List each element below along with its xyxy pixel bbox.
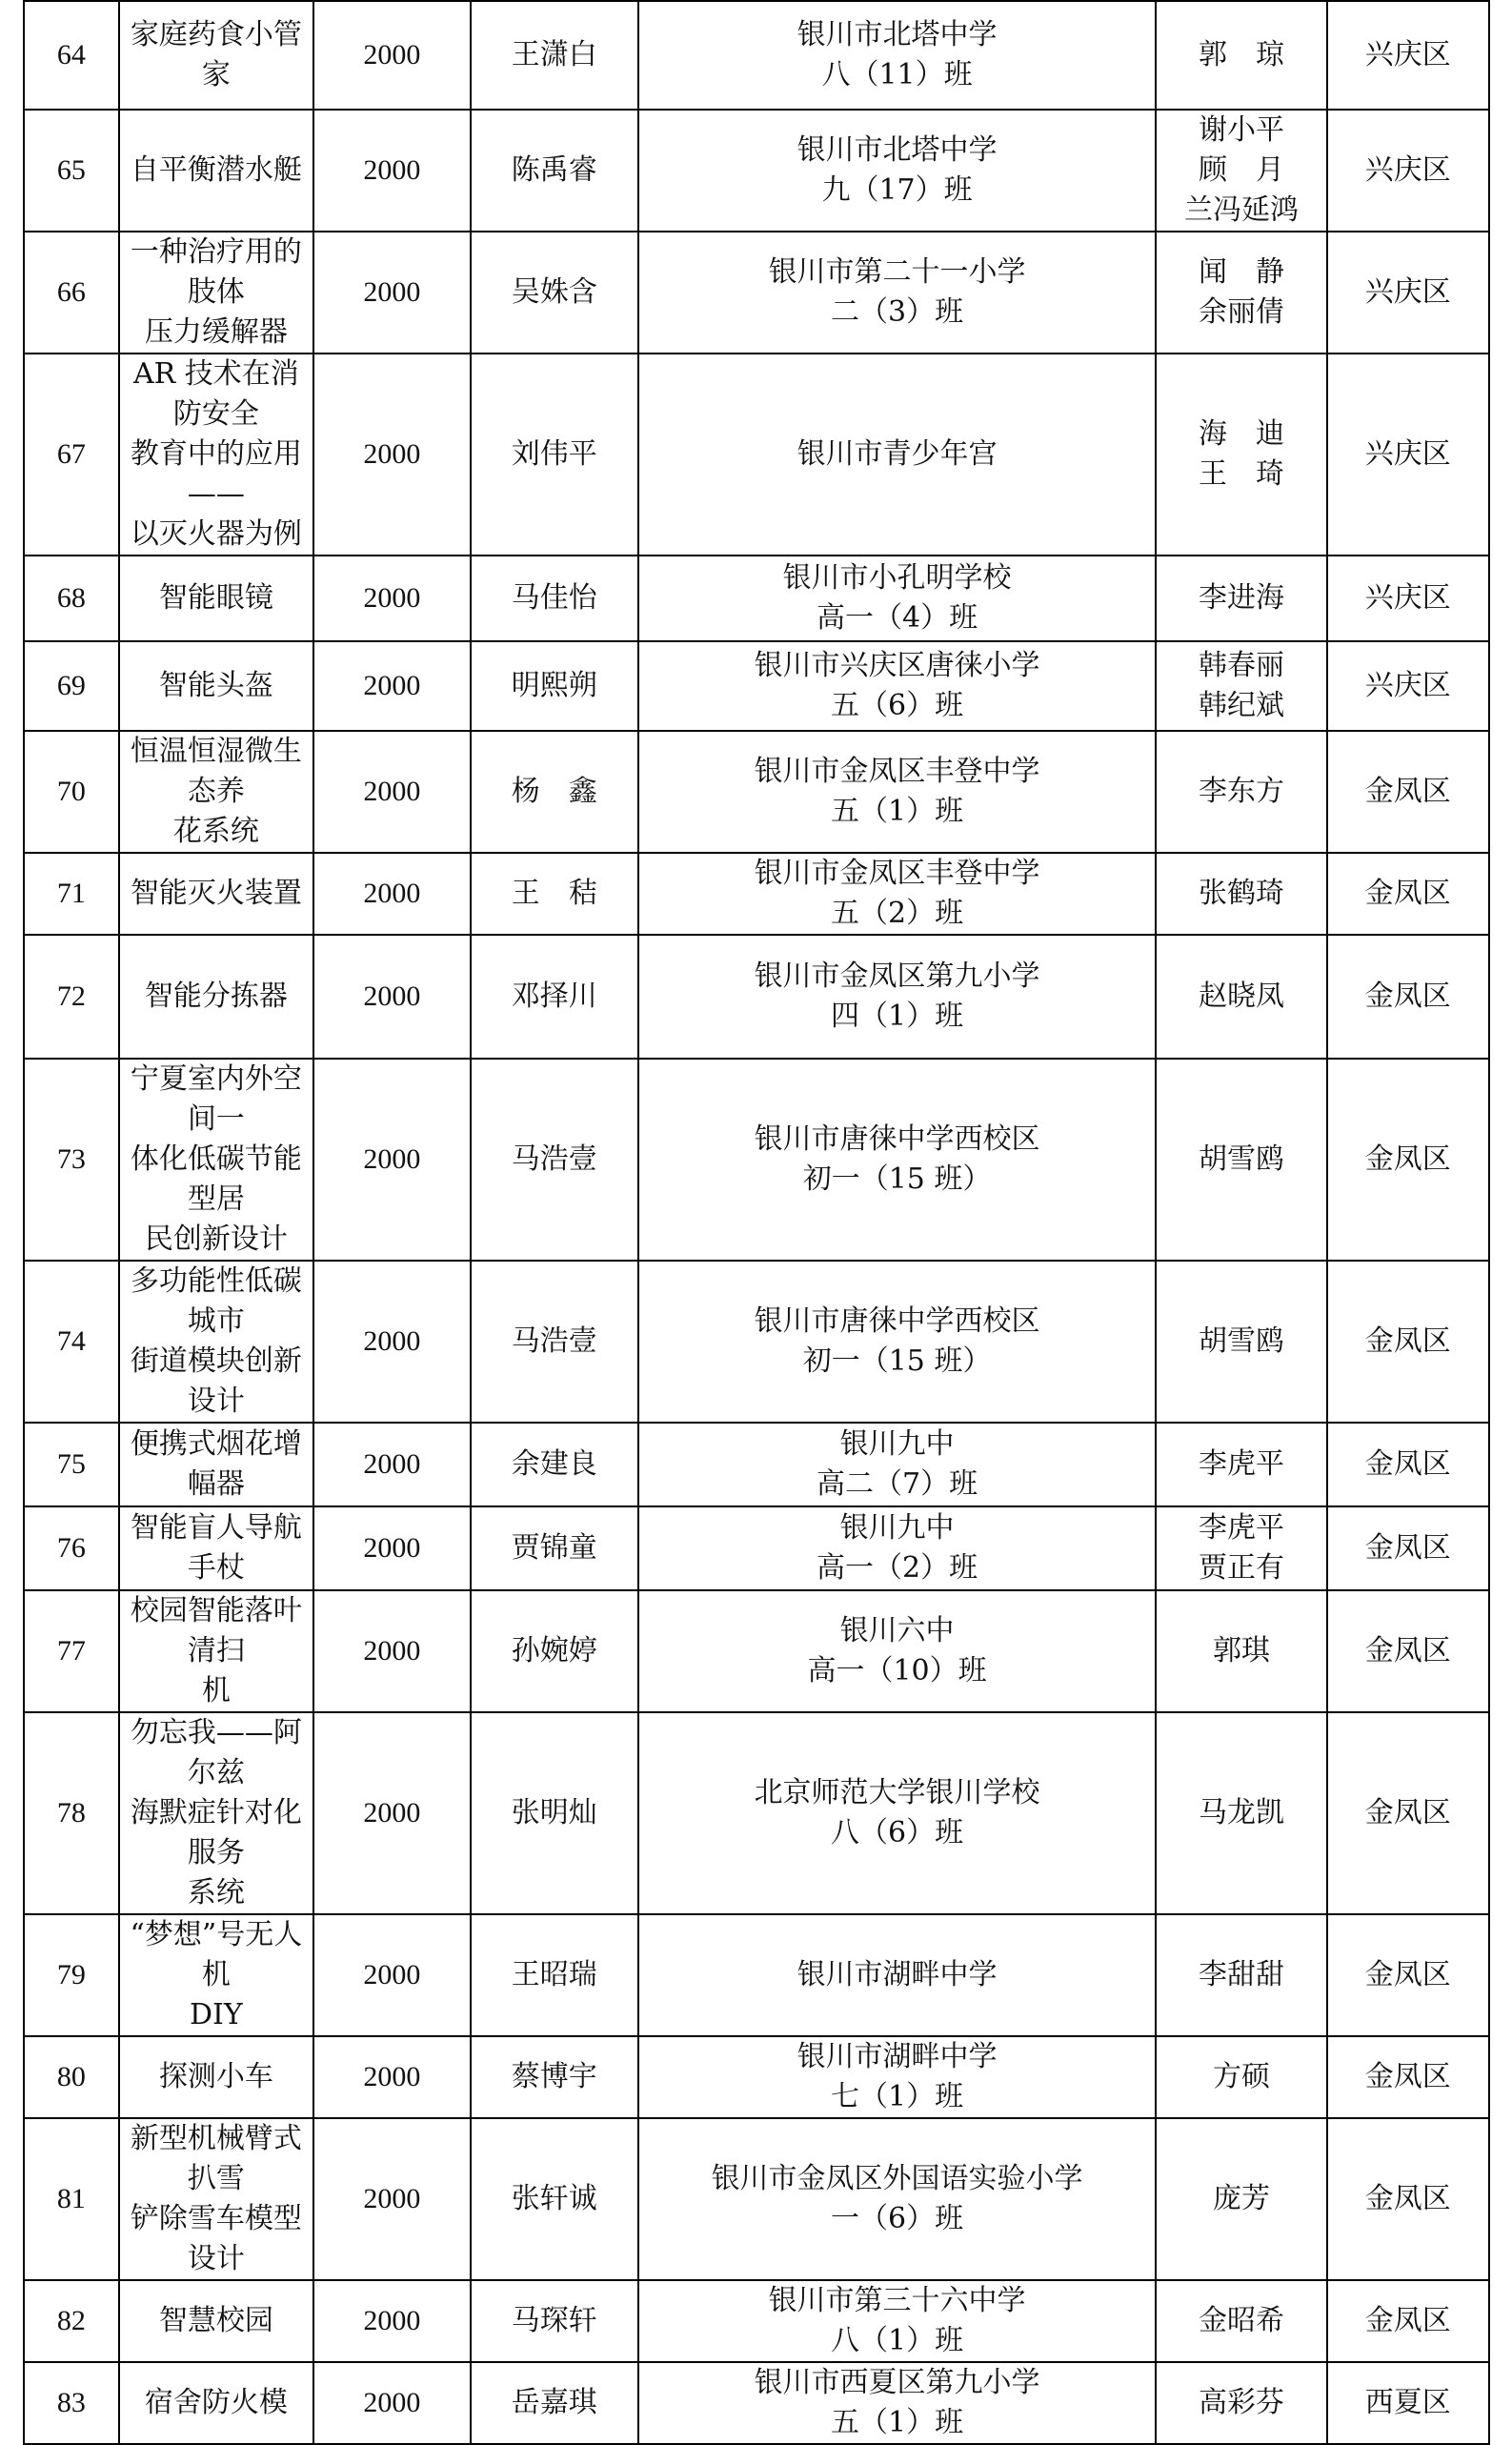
award-amount-cell: 2000 [313, 1506, 471, 1590]
school-name-line: 银川市兴庆区唐徕小学 [754, 649, 1040, 682]
award-amount-cell: 2000 [313, 110, 471, 232]
project-name-line: 智能眼镜 [158, 581, 273, 615]
school-name-line: 银川市青少年宫 [796, 437, 998, 471]
project-name-line: 便携式烟花增幅器 [130, 1427, 302, 1501]
school-name-line: 五（1）班 [831, 795, 964, 828]
table-row [24, 2362, 1489, 2444]
project-name-line: 智能分拣器 [144, 980, 288, 1013]
table-row [24, 556, 1489, 641]
school-name-cell [638, 1261, 1157, 1423]
table-row [24, 731, 1489, 853]
teacher-name-cell [1156, 1712, 1326, 1914]
teacher-name-cell [1156, 1423, 1326, 1506]
table-body [24, 1, 1489, 2444]
school-name-line: 银川市唐徕中学西校区 [754, 1304, 1040, 1338]
table-row [24, 1, 1489, 110]
student-name-cell: 明熙朔 [471, 641, 638, 731]
row-number-cell: 69 [24, 641, 119, 731]
school-name-cell [638, 2362, 1157, 2444]
project-name-line: 智能头盔 [158, 669, 273, 702]
project-name-cell [119, 110, 313, 232]
school-name-cell [638, 110, 1157, 232]
project-name-line: 宿舍防火模 [144, 2386, 288, 2419]
school-name-cell [638, 1059, 1157, 1261]
school-name-line: 五（2）班 [831, 897, 964, 930]
award-amount-cell: 2000 [313, 2118, 471, 2280]
school-name-cell [638, 1712, 1157, 1914]
school-name-cell [638, 556, 1157, 641]
school-name-line: 五（1）班 [831, 2406, 964, 2439]
project-name-cell [119, 556, 313, 641]
award-amount-cell: 2000 [313, 354, 471, 556]
teacher-name-line: 李虎平 [1198, 1511, 1284, 1545]
table-row [24, 1059, 1489, 1261]
row-number-cell: 64 [24, 1, 119, 110]
teacher-name-cell [1156, 232, 1326, 354]
school-name-line: 银川市金凤区丰登中学 [754, 857, 1040, 890]
table-row [24, 354, 1489, 556]
school-name-line: 二（3）班 [831, 295, 964, 329]
school-name-line: 九（17）班 [821, 173, 973, 207]
district-name-cell: 金凤区 [1327, 853, 1489, 935]
teacher-name-line: 高彩芬 [1198, 2386, 1284, 2419]
award-amount-cell: 2000 [313, 556, 471, 641]
student-name-cell: 杨 鑫 [471, 731, 638, 853]
school-name-line: 银川市第二十一小学 [768, 255, 1026, 289]
teacher-name-cell [1156, 641, 1326, 731]
teacher-name-line: 余丽倩 [1198, 295, 1284, 329]
row-number-cell: 68 [24, 556, 119, 641]
project-name-line: 宁夏室内外空间一 [130, 1062, 302, 1136]
district-name-cell: 金凤区 [1327, 1712, 1489, 1914]
project-name-line: 智慧校园 [158, 2304, 273, 2337]
project-name-line: “梦想”号无人机 [130, 1918, 303, 1991]
table-row [24, 2280, 1489, 2362]
row-number-cell: 75 [24, 1423, 119, 1506]
award-amount-cell: 2000 [313, 1423, 471, 1506]
student-name-cell: 马浩壹 [471, 1261, 638, 1423]
school-name-line: 银川市西夏区第九小学 [754, 2366, 1040, 2399]
teacher-name-line: 韩春丽 [1198, 649, 1284, 682]
project-name-line: 恒温恒湿微生态养 [130, 735, 302, 808]
project-name-line: 机 [201, 1674, 231, 1707]
school-name-line: 银川市金凤区第九小学 [754, 960, 1040, 993]
school-name-line: 八（1）班 [831, 2324, 964, 2357]
school-name-cell [638, 1506, 1157, 1590]
project-name-line: 探测小车 [158, 2060, 273, 2093]
teacher-name-cell [1156, 2280, 1326, 2362]
school-name-line: 五（6）班 [831, 689, 964, 722]
school-name-cell [638, 1590, 1157, 1712]
project-name-line: 教育中的应用—— [130, 437, 302, 511]
project-name-cell [119, 731, 313, 853]
school-name-line: 七（1）班 [831, 2080, 964, 2113]
school-name-line: 银川市唐徕中学西校区 [754, 1122, 1040, 1156]
project-name-line: AR 技术在消防安全 [132, 357, 299, 431]
student-name-cell: 吴姝含 [471, 232, 638, 354]
award-amount-cell: 2000 [313, 2036, 471, 2118]
student-name-cell: 贾锦童 [471, 1506, 638, 1590]
district-name-cell: 兴庆区 [1327, 641, 1489, 731]
student-name-cell: 刘伟平 [471, 354, 638, 556]
award-amount-cell: 2000 [313, 1, 471, 110]
row-number-cell: 70 [24, 731, 119, 853]
school-name-line: 高一（10）班 [807, 1654, 987, 1687]
project-name-cell [119, 2280, 313, 2362]
district-name-cell: 兴庆区 [1327, 354, 1489, 556]
teacher-name-line: 顾 月 [1198, 153, 1284, 187]
row-number-cell: 78 [24, 1712, 119, 1914]
award-amount-cell: 2000 [313, 2280, 471, 2362]
table-row [24, 2036, 1489, 2118]
table-row [24, 935, 1489, 1059]
row-number-cell: 81 [24, 2118, 119, 2280]
district-name-cell: 兴庆区 [1327, 110, 1489, 232]
student-name-cell: 邓择川 [471, 935, 638, 1059]
row-number-cell: 76 [24, 1506, 119, 1590]
school-name-line: 银川市金凤区外国语实验小学 [711, 2162, 1083, 2195]
teacher-name-line: 韩纪斌 [1198, 689, 1284, 722]
teacher-name-line: 郭 琼 [1198, 38, 1284, 71]
row-number-cell: 82 [24, 2280, 119, 2362]
table-row [24, 1712, 1489, 1914]
award-amount-cell: 2000 [313, 1712, 471, 1914]
student-name-cell: 余建良 [471, 1423, 638, 1506]
table-row [24, 232, 1489, 354]
awards-table [23, 0, 1490, 2445]
school-name-cell [638, 853, 1157, 935]
project-name-cell [119, 1423, 313, 1506]
student-name-cell: 张明灿 [471, 1712, 638, 1914]
student-name-cell: 孙婉婷 [471, 1590, 638, 1712]
teacher-name-line: 方硕 [1212, 2060, 1270, 2093]
school-name-cell [638, 935, 1157, 1059]
student-name-cell: 王潇白 [471, 1, 638, 110]
table-row [24, 1590, 1489, 1712]
student-name-cell: 岳嘉琪 [471, 2362, 638, 2444]
teacher-name-cell [1156, 110, 1326, 232]
teacher-name-cell [1156, 1506, 1326, 1590]
project-name-cell [119, 1590, 313, 1712]
teacher-name-cell [1156, 2118, 1326, 2280]
district-name-cell: 金凤区 [1327, 1506, 1489, 1590]
school-name-line: 八（11）班 [821, 58, 973, 91]
student-name-cell: 王 秸 [471, 853, 638, 935]
teacher-name-line: 谢小平 [1198, 113, 1284, 147]
project-name-cell [119, 935, 313, 1059]
student-name-cell: 王昭瑞 [471, 1914, 638, 2036]
district-name-cell: 金凤区 [1327, 935, 1489, 1059]
school-name-line: 银川市湖畔中学 [796, 2040, 998, 2073]
student-name-cell: 张轩诚 [471, 2118, 638, 2280]
district-name-cell: 西夏区 [1327, 2362, 1489, 2444]
teacher-name-line: 赵晓凤 [1198, 980, 1284, 1013]
school-name-cell [638, 2036, 1157, 2118]
project-name-cell [119, 2036, 313, 2118]
school-name-line: 银川市小孔明学校 [782, 561, 1012, 595]
school-name-cell [638, 1914, 1157, 2036]
table-row [24, 853, 1489, 935]
district-name-cell: 金凤区 [1327, 1423, 1489, 1506]
project-name-line: 一种治疗用的肢体 [130, 235, 302, 309]
project-name-cell [119, 1059, 313, 1261]
school-name-line: 四（1）班 [831, 1000, 964, 1033]
award-amount-cell: 2000 [313, 1059, 471, 1261]
project-name-cell [119, 354, 313, 556]
project-name-line: 智能灭火装置 [130, 877, 302, 910]
teacher-name-cell [1156, 935, 1326, 1059]
school-name-line: 银川市湖畔中学 [796, 1958, 998, 1991]
school-name-line: 银川市第三十六中学 [768, 2284, 1026, 2317]
row-number-cell: 72 [24, 935, 119, 1059]
table-row [24, 110, 1489, 232]
table-row [24, 1261, 1489, 1423]
teacher-name-cell [1156, 1590, 1326, 1712]
school-name-cell [638, 1, 1157, 110]
district-name-cell: 兴庆区 [1327, 1, 1489, 110]
award-amount-cell: 2000 [313, 731, 471, 853]
project-name-line: 校园智能落叶清扫 [130, 1594, 302, 1667]
teacher-name-line: 李甜甜 [1198, 1958, 1284, 1991]
district-name-cell: 兴庆区 [1327, 232, 1489, 354]
project-name-line: 系统 [187, 1876, 245, 1910]
award-amount-cell: 2000 [313, 232, 471, 354]
project-name-line: 新型机械臂式扒雪 [130, 2122, 302, 2195]
school-name-line: 银川市北塔中学 [796, 133, 998, 167]
teacher-name-line: 庞芳 [1212, 2182, 1270, 2215]
school-name-line: 银川市北塔中学 [796, 18, 998, 51]
row-number-cell: 80 [24, 2036, 119, 2118]
project-name-line: 街道模块创新设计 [130, 1344, 302, 1418]
award-amount-cell: 2000 [313, 853, 471, 935]
row-number-cell: 74 [24, 1261, 119, 1423]
teacher-name-cell [1156, 1914, 1326, 2036]
student-name-cell: 蔡博宇 [471, 2036, 638, 2118]
project-name-cell [119, 1506, 313, 1590]
row-number-cell: 65 [24, 110, 119, 232]
teacher-name-line: 郭琪 [1212, 1634, 1270, 1667]
school-name-line: 一（6）班 [831, 2202, 964, 2235]
teacher-name-line: 马龙凯 [1198, 1796, 1284, 1829]
project-name-cell [119, 2118, 313, 2280]
student-name-cell: 马浩壹 [471, 1059, 638, 1261]
school-name-cell [638, 1423, 1157, 1506]
teacher-name-line: 李虎平 [1198, 1447, 1284, 1481]
school-name-line: 高二（7）班 [816, 1467, 978, 1501]
teacher-name-line: 李东方 [1198, 775, 1284, 808]
teacher-name-line: 张鹤琦 [1198, 877, 1284, 910]
school-name-cell [638, 232, 1157, 354]
school-name-cell [638, 2118, 1157, 2280]
row-number-cell: 83 [24, 2362, 119, 2444]
award-amount-cell: 2000 [313, 2362, 471, 2444]
teacher-name-line: 兰冯延鸿 [1183, 193, 1299, 227]
project-name-cell [119, 232, 313, 354]
row-number-cell: 71 [24, 853, 119, 935]
project-name-cell [119, 1261, 313, 1423]
project-name-cell [119, 1712, 313, 1914]
district-name-cell: 金凤区 [1327, 2280, 1489, 2362]
project-name-line: 体化低碳节能型居 [130, 1142, 302, 1216]
teacher-name-line: 金昭希 [1198, 2304, 1284, 2337]
school-name-line: 银川市金凤区丰登中学 [754, 755, 1040, 788]
project-name-line: DIY [190, 1998, 243, 2031]
school-name-cell [638, 2280, 1157, 2362]
project-name-cell [119, 1, 313, 110]
row-number-cell: 79 [24, 1914, 119, 2036]
school-name-cell [638, 731, 1157, 853]
project-name-line: 勿忘我——阿尔兹 [130, 1716, 302, 1789]
school-name-line: 高一（2）班 [816, 1551, 978, 1585]
district-name-cell: 金凤区 [1327, 1261, 1489, 1423]
district-name-cell: 金凤区 [1327, 731, 1489, 853]
award-amount-cell: 2000 [313, 1261, 471, 1423]
table-row [24, 1914, 1489, 2036]
table-row [24, 641, 1489, 731]
project-name-line: 家庭药食小管家 [130, 18, 302, 91]
school-name-line: 高一（4）班 [816, 601, 978, 635]
project-name-cell [119, 853, 313, 935]
school-name-line: 初一（15 班） [802, 1344, 992, 1378]
award-amount-cell: 2000 [313, 641, 471, 731]
teacher-name-cell [1156, 354, 1326, 556]
teacher-name-cell [1156, 2036, 1326, 2118]
teacher-name-line: 王 琦 [1198, 457, 1284, 491]
row-number-cell: 73 [24, 1059, 119, 1261]
teacher-name-line: 海 迪 [1198, 417, 1284, 451]
school-name-line: 八（6）班 [831, 1816, 964, 1849]
project-name-line: 民创新设计 [144, 1222, 288, 1256]
teacher-name-cell [1156, 1261, 1326, 1423]
school-name-cell [638, 641, 1157, 731]
row-number-cell: 67 [24, 354, 119, 556]
district-name-cell: 兴庆区 [1327, 556, 1489, 641]
teacher-name-line: 贾正有 [1198, 1551, 1284, 1585]
table-row [24, 1423, 1489, 1506]
award-amount-cell: 2000 [313, 1914, 471, 2036]
school-name-line: 银川九中 [839, 1511, 955, 1545]
teacher-name-line: 胡雪鸥 [1198, 1142, 1284, 1176]
project-name-line: 海默症针对化服务 [130, 1796, 302, 1869]
district-name-cell: 金凤区 [1327, 2118, 1489, 2280]
row-number-cell: 77 [24, 1590, 119, 1712]
school-name-line: 北京师范大学银川学校 [754, 1776, 1040, 1809]
teacher-name-cell [1156, 1059, 1326, 1261]
project-name-line: 花系统 [172, 815, 259, 848]
teacher-name-line: 李进海 [1198, 581, 1284, 615]
school-name-line: 初一（15 班） [802, 1162, 992, 1196]
table-row [24, 2118, 1489, 2280]
row-number-cell: 66 [24, 232, 119, 354]
project-name-line: 多功能性低碳城市 [130, 1264, 302, 1338]
award-amount-cell: 2000 [313, 1590, 471, 1712]
school-name-cell [638, 354, 1157, 556]
teacher-name-cell [1156, 1, 1326, 110]
student-name-cell: 马佳怡 [471, 556, 638, 641]
project-name-line: 压力缓解器 [144, 315, 288, 349]
award-amount-cell: 2000 [313, 935, 471, 1059]
school-name-line: 银川九中 [839, 1427, 955, 1461]
project-name-line: 铲除雪车模型设计 [130, 2202, 302, 2275]
project-name-line: 智能盲人导航手杖 [130, 1511, 302, 1585]
district-name-cell: 金凤区 [1327, 2036, 1489, 2118]
project-name-line: 自平衡潜水艇 [130, 153, 302, 187]
teacher-name-cell [1156, 556, 1326, 641]
project-name-cell [119, 2362, 313, 2444]
teacher-name-cell [1156, 2362, 1326, 2444]
teacher-name-line: 胡雪鸥 [1198, 1324, 1284, 1358]
project-name-cell [119, 1914, 313, 2036]
school-name-line: 银川六中 [839, 1614, 955, 1647]
student-name-cell: 陈禹睿 [471, 110, 638, 232]
teacher-name-cell [1156, 853, 1326, 935]
teacher-name-line: 闻 静 [1198, 255, 1284, 289]
district-name-cell: 金凤区 [1327, 1590, 1489, 1712]
table-row [24, 1506, 1489, 1590]
teacher-name-cell [1156, 731, 1326, 853]
district-name-cell: 金凤区 [1327, 1059, 1489, 1261]
project-name-cell [119, 641, 313, 731]
project-name-line: 以灭火器为例 [130, 517, 302, 551]
student-name-cell: 马琛轩 [471, 2280, 638, 2362]
district-name-cell: 金凤区 [1327, 1914, 1489, 2036]
